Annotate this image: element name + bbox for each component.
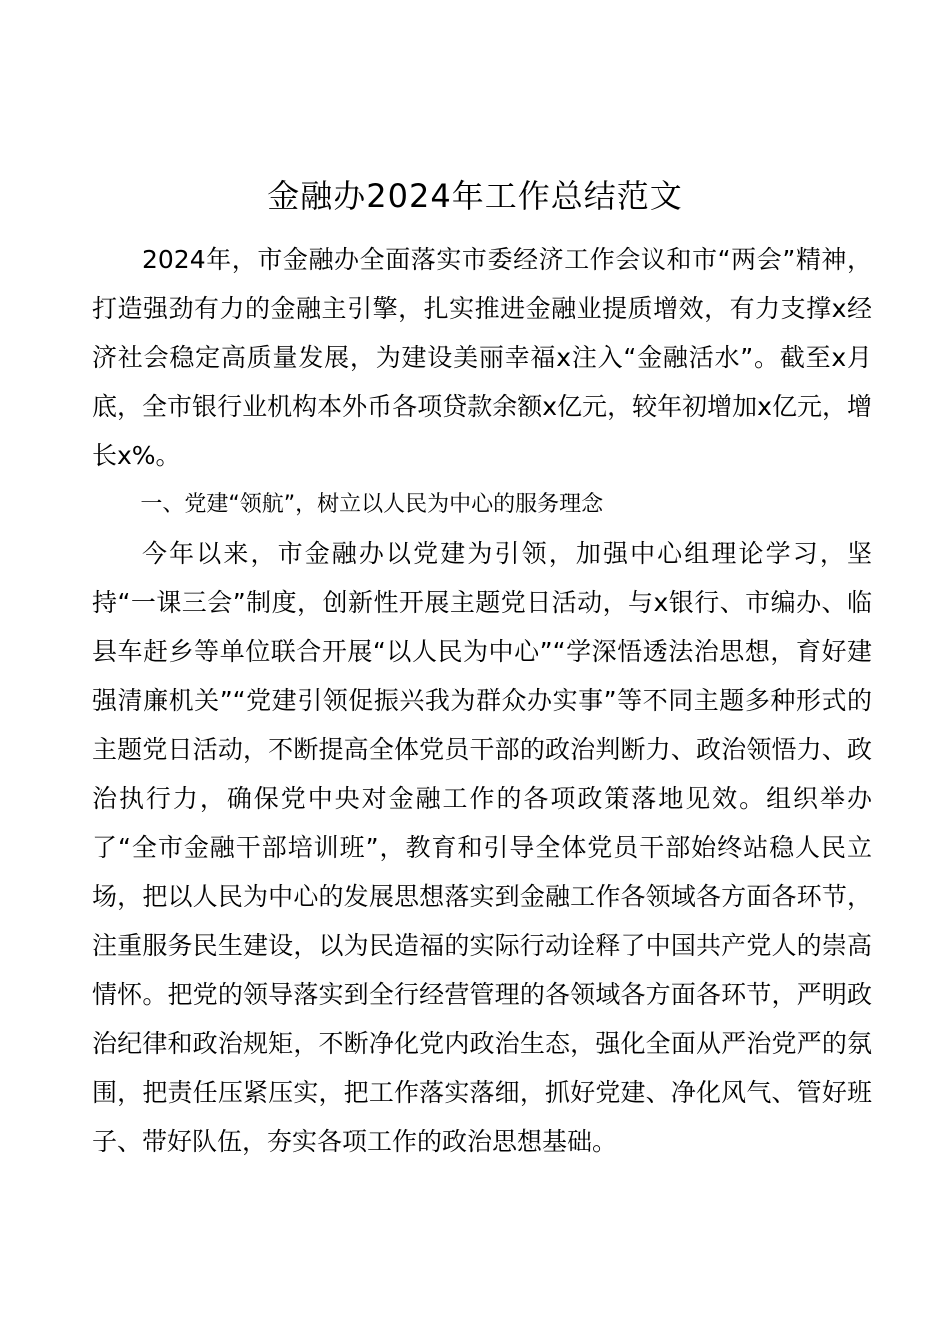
intro-paragraph: 2024年，市金融办全面落实市委经济工作会议和市“两会”精神，打造强劲有力的金融主引擎，扎实推进金融业提质增效，有力支撑x经济社会稳定高质量发展，为建设美丽幸福x注入“金融活水”。截至x月底，全市银行业机构本外币各项贷款余额x亿元，较年初增加x亿元，增长x%。: [92, 245, 872, 470]
document-title: 金融办2024年工作总结范文: [267, 177, 683, 215]
section-heading: 一、党建“领航”，树立以人民为中心的服务理念: [140, 492, 604, 517]
section-paragraph: 今年以来，市金融办以党建为引领，加强中心组理论学习，坚持“一课三会”制度，创新性开展主题党日活动，与x银行、市编办、临县车赶乡等单位联合开展“以人民为中心”“学深悟透法治思想，育好建强清廉机关”“党建引领促振兴我为群众办实事”等不同主题多种形式的主题党日活动，不断提高全体党员干部的政治判断力、政治领悟力、政治执行力，确保党中央对金融工作的各项政策落地见效。组织举办了“全市金融干部培训班”，教育和引导全体党员干部始终站稳人民立场，把以人民为中心的发展思想落实到金融工作各领域各方面各环节，注重服务民生建设，以为民造福的实际行动诠释了中国共产党人的崇高情怀。把党的领导落实到全行经营管理的各领域各方面各环节，严明政治纪律和政治规矩，不断净化党内政治生态，强化全面从严治党严的氛围，把责任压紧压实，把工作落实落细，抓好党建、净化风气、管好班子、带好队伍，夯实各项工作的政治思想基础。: [92, 539, 872, 1156]
